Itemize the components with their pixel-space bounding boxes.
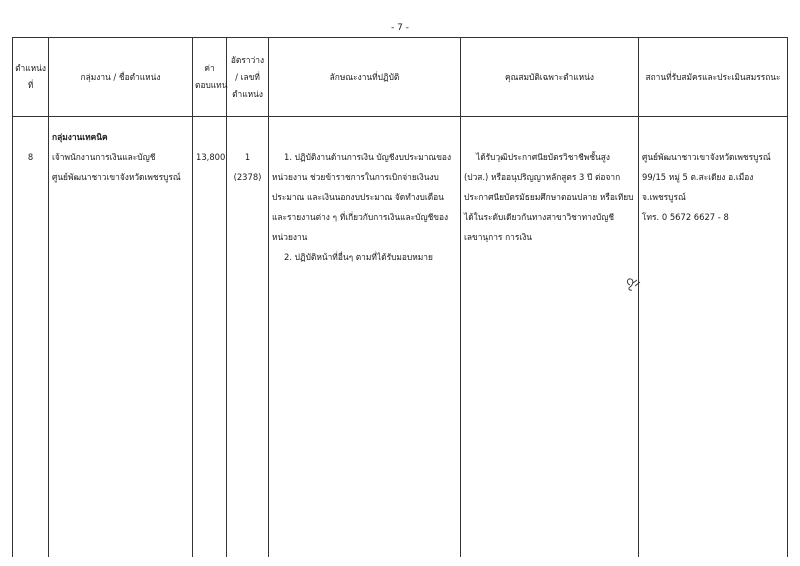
vacancy-id: (2378): [233, 172, 262, 182]
group-name: กลุ่มงานเทคนิค: [52, 132, 108, 142]
header-salary: ค่าตอบแทน: [193, 38, 227, 117]
qualification-text: ได้รับวุฒิประกาศนียบัตรวิชาชีพชั้นสูง (ปวส.) หรืออนุปริญญาหลักสูตร 3 ปี ต่อจากประกาศนียบัตรมัธยมศึกษาตอนปลาย หรือเทียบได้ในระดับเดียวกันทางสาขาวิชาทางบัญชี เลขานุการ การเงิน: [464, 152, 634, 242]
duty-item-2: 2. ปฏิบัติหน้าที่อื่นๆ ตามที่ได้รับมอบหมาย: [284, 252, 433, 262]
cell-salary: 13,800: [193, 117, 227, 558]
position-title-line1: เจ้าพนักงานการเงินและบัญชี: [52, 152, 156, 162]
header-position-no: ตำแหน่งที่: [13, 38, 49, 117]
cell-qualifications: [461, 117, 639, 558]
position-title-line2: ศูนย์พัฒนาชาวเขาจังหวัดเพชรบูรณ์: [52, 172, 181, 182]
address-line-1: ศูนย์พัฒนาชาวเขาจังหวัดเพชรบูรณ์: [642, 152, 771, 162]
header-group-title: กลุ่มงาน / ชื่อตำแหน่ง: [49, 38, 193, 117]
cell-position-no: 8: [13, 117, 49, 558]
cell-vacancy: [227, 117, 269, 558]
initials-signature: [624, 275, 648, 293]
cell-duties: [269, 117, 461, 558]
duty-item-1: 1. ปฏิบัติงานด้านการเงิน บัญชีงบประมาณของหน่วยงาน ช่วยข้าราชการในการเบิกจ่ายเงินงบประมาณ และเงินนอกงบประมาณ จัดทำงบเดือน และรายงานต่าง ๆ ที่เกี่ยวกับการเงินและบัญชีของหน่วยงาน: [272, 152, 452, 242]
header-application-place: สถานที่รับสมัครและประเมินสมรรถนะ: [639, 38, 788, 117]
cell-group-title: [49, 117, 193, 558]
page-number: - 7 -: [391, 23, 409, 33]
table-header-row: [13, 38, 788, 117]
header-vacancy: อัตราว่าง / เลขที่ตำแหน่ง: [227, 38, 269, 117]
header-qualifications: คุณสมบัติเฉพาะตำแหน่ง: [461, 38, 639, 117]
vacancy-count: 1: [244, 152, 251, 162]
job-table: [12, 37, 788, 557]
table-row: [13, 117, 788, 558]
address-line-2: 99/15 หมู่ 5 ต.สะเดียง อ.เมือง: [642, 172, 754, 182]
header-duties: ลักษณะงานที่ปฏิบัติ: [269, 38, 461, 117]
address-line-3: จ.เพชรบูรณ์: [642, 192, 686, 202]
cell-application-place: [639, 117, 788, 558]
address-line-4: โทร. 0 5672 6627 - 8: [642, 212, 729, 222]
